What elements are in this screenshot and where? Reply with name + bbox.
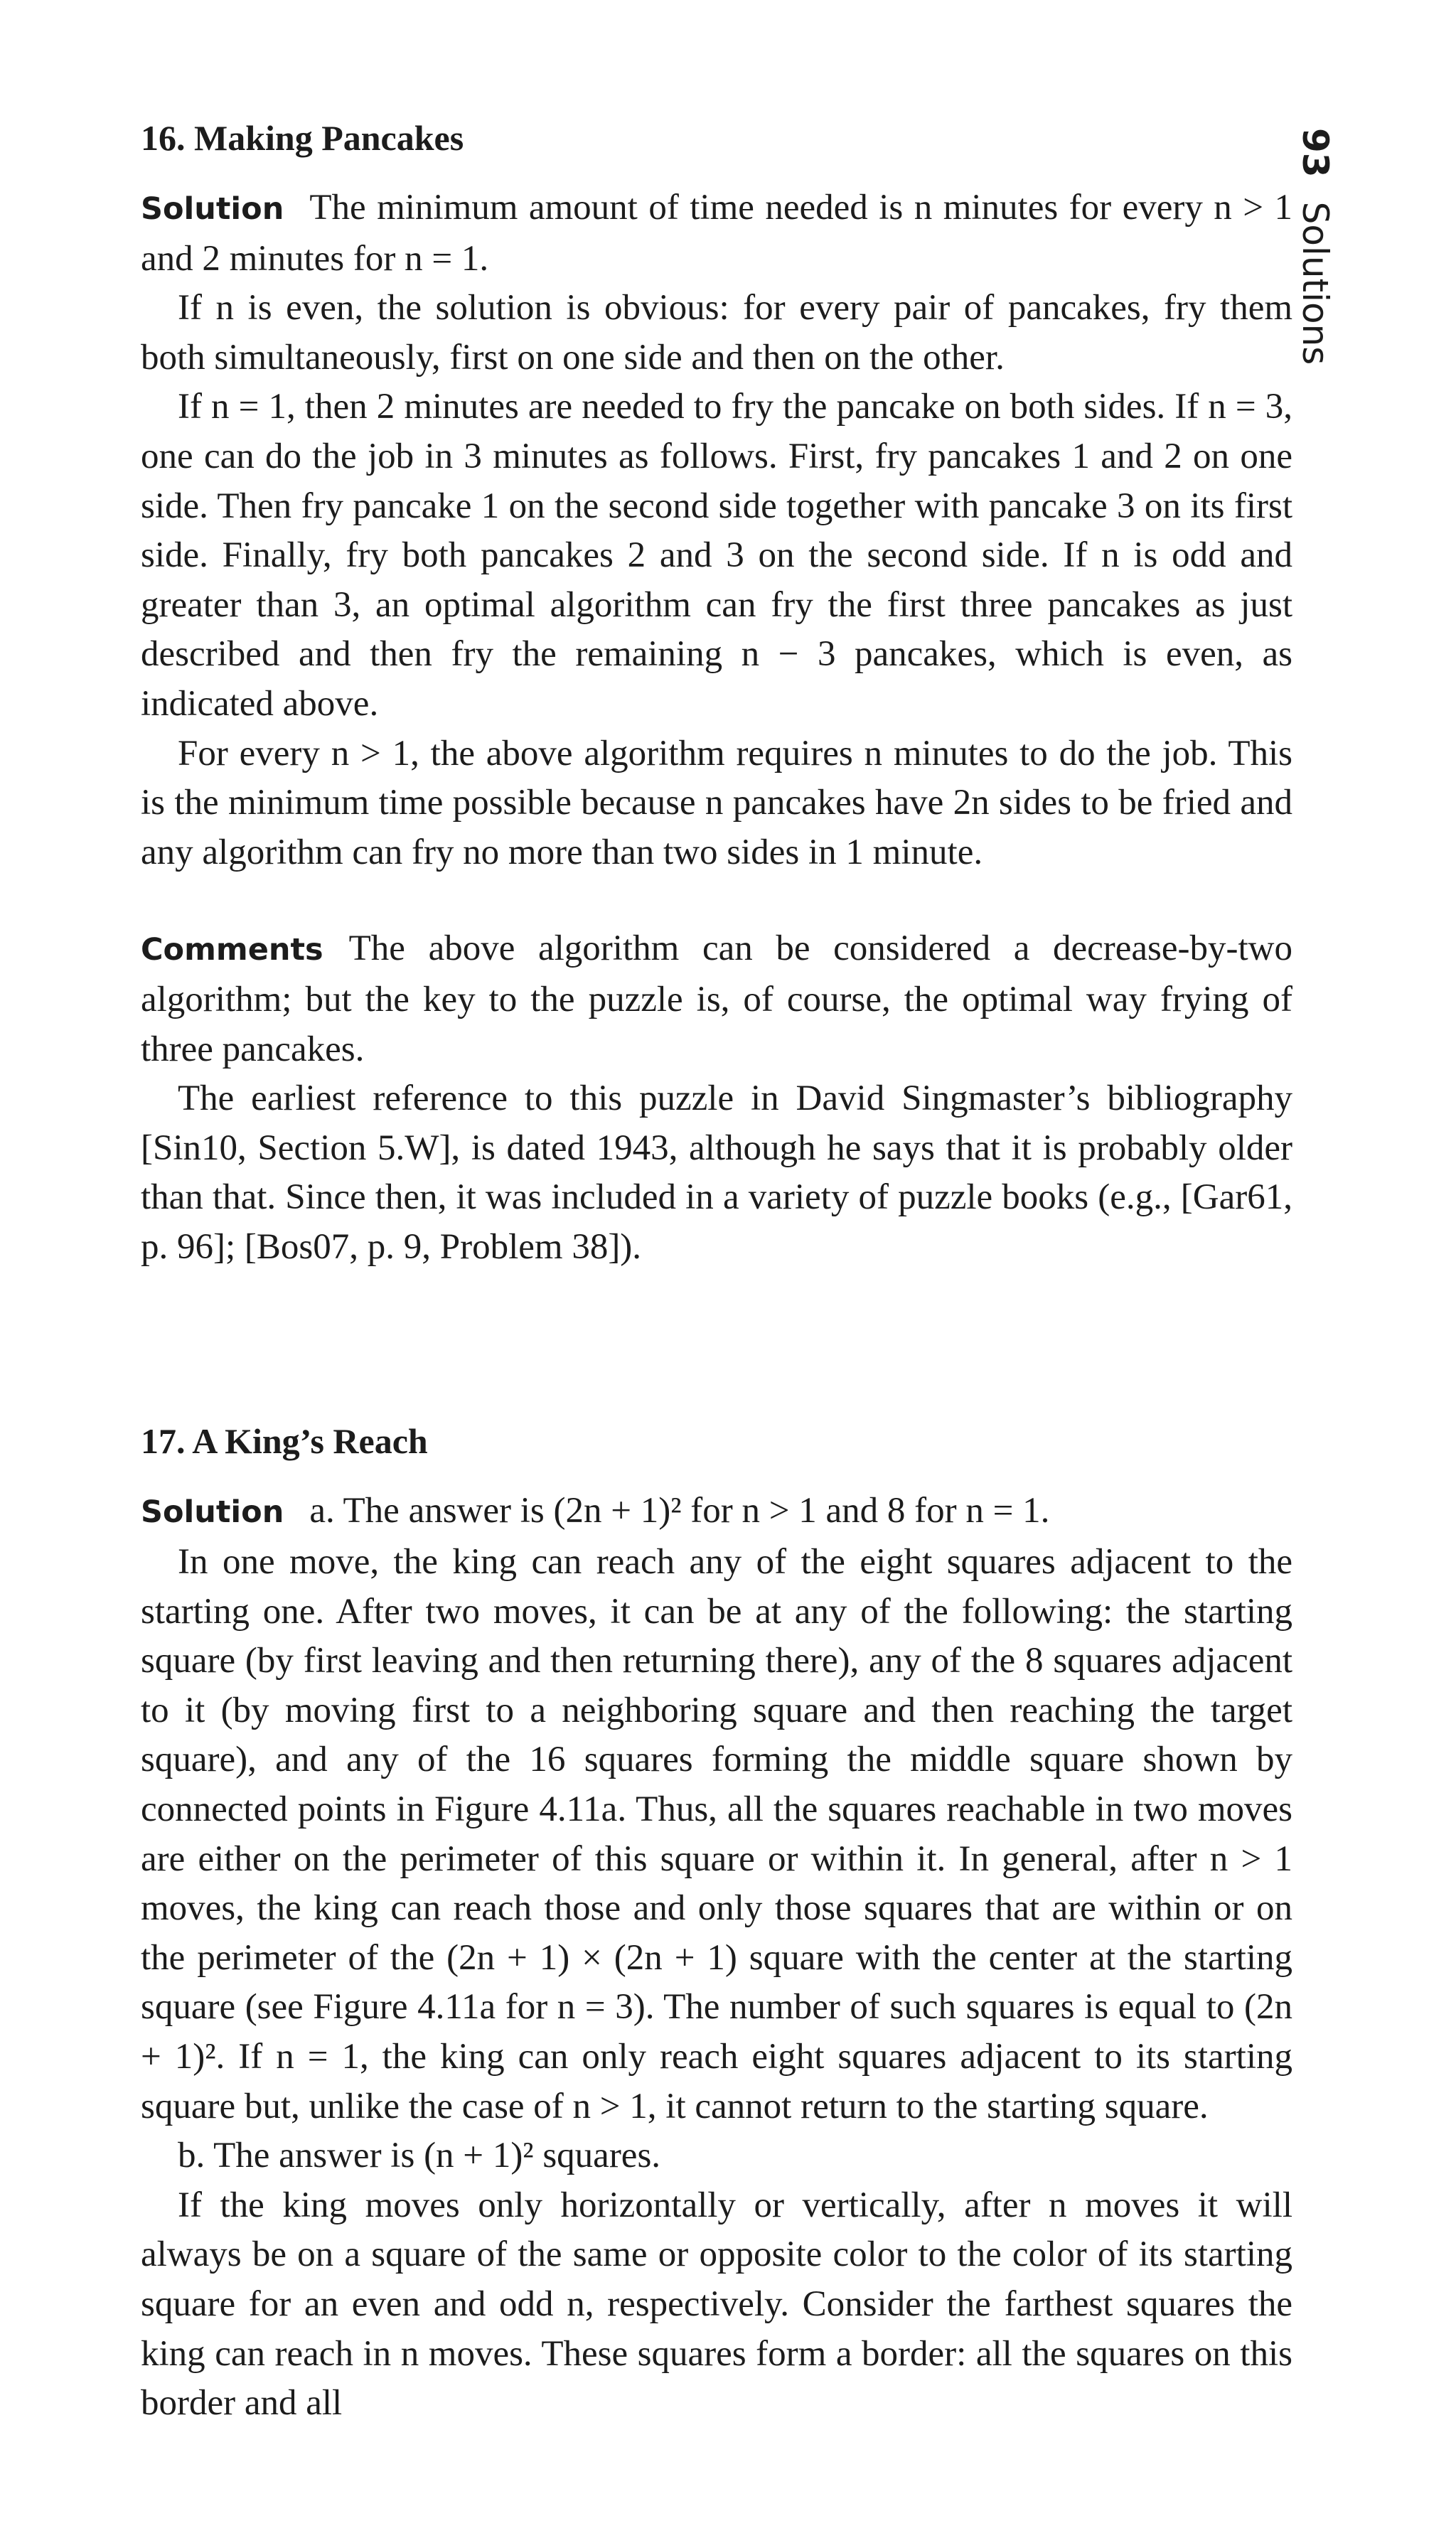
section-16-p4: For every n > 1, the above algorithm requires n minutes to do the job. This is the minimum time possible because n pancakes have 2n sides to be fried and any algorithm can fry no more than two sides in 1 minute.	[141, 733, 1292, 872]
section-16-title: 16. Making Pancakes	[141, 118, 464, 158]
solution-label: Solution	[141, 1494, 284, 1531]
section-spacer	[141, 1272, 1292, 1417]
section-16-c1: The above algorithm can be considered a decrease-by-two algorithm; but the key to the puzzle is, of course, the optimal way frying of three pancakes.	[141, 928, 1292, 1069]
section-17-pb: b. The answer is (n + 1)² squares.	[178, 2136, 661, 2176]
section-16-c2: The earliest reference to this puzzle in David Singmaster’s bibliography [Sin10, Section 5.W], is dated 1943, although he says that it is probably older than that. Since then, it was included in a variety of puzzle books (e.g., [Gar61, p. 96]; [Bos07, p. 9, Problem 38]).	[141, 1078, 1292, 1267]
running-header-text	[1294, 128, 1337, 365]
solution-label: Solution	[141, 191, 284, 227]
section-16-p1: The minimum amount of time needed is n minutes for every n > 1 and 2 minutes for n = 1.	[141, 188, 1292, 279]
page-number: 93	[1295, 128, 1336, 178]
section-16-p2: If n is even, the solution is obvious: for every pair of pancakes, fry them both simultaneously, first on one side and then on the other.	[141, 288, 1292, 378]
section-17-p1: In one move, the king can reach any of the eight squares adjacent to the starting one. After two moves, it can be at any of the following: the starting square (by first leaving and then returning there), any of the 8 squares adjacent to it (by moving first to a neighboring square and then reaching the target square), and any of the 16 squares forming the middle square shown by connected points in Figure 4.11a. Thus, all the squares reachable in two moves are either on the perimeter of this square or within it. In general, after n > 1 moves, the king can reach those and only those squares that are within or on the perimeter of the (2n + 1) × (2n + 1) square with the center at the starting square (see Figure 4.11a for n = 3). The number of such squares is equal to (2n + 1)². If n = 1, the king can only reach eight squares adjacent to its starting square but, unlike the case of n > 1, it cannot return to the starting square.	[141, 1542, 1292, 2126]
section-16-p3: If n = 1, then 2 minutes are needed to fry the pancake on both sides. If n = 3, one can do the job in 3 minutes as follows. First, fry pancakes 1 and 2 on one side. Then fry pancake 1 on the second side together with pancake 3 on its first side. Finally, fry both pancakes 2 and 3 on the second side. If n is odd and greater than 3, an optimal algorithm can fry the first three pancakes as just described and then fry the remaining n − 3 pancakes, which is even, as indicated above.	[141, 387, 1292, 724]
section-17-pa: a. The answer is (2n + 1)² for n > 1 and 8 for n = 1.	[309, 1491, 1050, 1531]
section-16-solution-paragraph	[141, 183, 1292, 284]
comments-label: Comments	[141, 932, 323, 968]
section-17-title: 17. A King’s Reach	[141, 1421, 428, 1462]
page-content	[141, 114, 1292, 2429]
section-16-comments-paragraph	[141, 924, 1292, 1074]
section-17-p2: If the king moves only horizontally or vertically, after n moves it will always be on a square of the same or opposite color to the color of its starting square for an even and odd n, respectively. Consider the farthest squares the king can reach in n moves. These squares form a border: all the squares on this border and all	[141, 2185, 1292, 2424]
section-17	[141, 1417, 1292, 2428]
running-header	[1294, 128, 1379, 384]
spacer	[141, 877, 1292, 924]
running-title: Solutions	[1295, 201, 1336, 365]
section-17-solution-paragraph	[141, 1487, 1292, 1538]
section-16	[141, 114, 1292, 1272]
